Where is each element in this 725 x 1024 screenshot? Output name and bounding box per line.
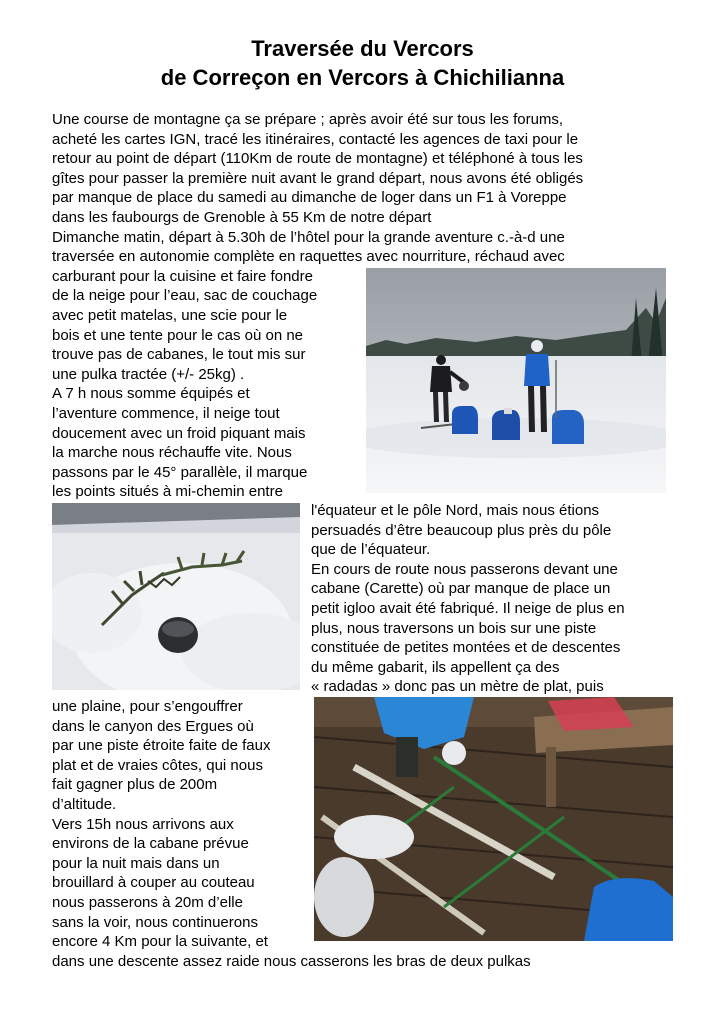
page-title <box>0 34 725 92</box>
text-line: l'équateur et le pôle Nord, mais nous étions <box>311 502 600 519</box>
text-line: carburant pour la cuisine et faire fondre <box>52 267 313 285</box>
text-line: acheté les cartes IGN, tracé les itinéraires, contacté les agences de taxi pour le <box>52 130 579 148</box>
text-line: retour au point de départ (110Km de route de montagne) et téléphoné à tous les <box>52 150 583 168</box>
text-line: constituée de petites montées et de descentes <box>311 639 621 657</box>
text-line: traversée en autonomie complète en raquettes avec nourriture, réchaud avec <box>52 248 565 266</box>
text-line: une pulka tractée (+/- 25kg) . <box>52 365 245 383</box>
text-line: persuadés d’être beaucoup plus près du pôle <box>311 521 612 539</box>
text-line: petit igloo avait été fabriqué. Il neige de plus en <box>311 600 625 617</box>
text-line: pour la nuit mais dans un <box>52 854 220 872</box>
text-line: dans les faubourgs de Grenoble à 55 Km de notre départ <box>52 209 432 226</box>
text-line: Vers 15h nous arrivons aux <box>52 815 234 833</box>
text-line: nous passerons à 20m d’elle <box>52 894 243 911</box>
text-line: doucement avec un froid piquant mais <box>52 424 306 442</box>
text-line: les points situés à mi-chemin entre <box>52 483 283 501</box>
text-line: bois et une tente pour le cas où on ne <box>52 326 304 344</box>
text-line: dans une descente assez raide nous casserons les bras de deux pulkas <box>52 952 531 970</box>
text-line: d’altitude. <box>52 796 117 813</box>
text-line: Dimanche matin, départ à 5.30h de l’hôtel pour la grande aventure c.-à-d une <box>52 228 565 246</box>
text-line: environs de la cabane prévue <box>52 835 249 853</box>
text-line: trouve pas de cabanes, le tout mis sur <box>52 346 306 364</box>
text-line: la marche nous réchauffe vite. Nous <box>52 444 292 462</box>
text-line: l’aventure commence, il neige tout <box>52 405 280 422</box>
text-line: gîtes pour passer la première nuit avant le grand départ, nous avons été obligés <box>52 169 584 187</box>
title-line-1: Traversée du Vercors <box>251 36 474 61</box>
text-line: Une course de montagne ça se prépare ; après avoir été sur tous les forums, <box>52 111 564 128</box>
photo-broken-pulka-arms <box>314 697 673 941</box>
text-line: dans le canyon des Ergues où <box>52 717 254 735</box>
text-line: avec petit matelas, une scie pour le <box>52 307 288 324</box>
text-line: passons par le 45° parallèle, il marque <box>52 463 308 481</box>
text-line: sans la voir, nous continuerons <box>52 913 258 931</box>
text-line: de la neige pour l’eau, sac de couchage <box>52 287 318 305</box>
text-line: du même gabarit, ils appellent ça des <box>311 658 560 676</box>
title-line-2: de Correçon en Vercors à Chichilianna <box>160 65 565 90</box>
text-line: En cours de route nous passerons devant une <box>311 560 618 578</box>
text-line: plat et de vraies côtes, qui nous <box>52 756 263 774</box>
text-line: par une piste étroite faite de faux <box>52 737 271 755</box>
text-line: brouillard à couper au couteau <box>52 874 255 892</box>
text-line: A 7 h nous somme équipés et <box>52 385 250 403</box>
photo-hikers-with-pulkas <box>366 268 666 493</box>
text-line: que de l’équateur. <box>311 541 431 559</box>
photo-small-igloo <box>52 503 300 690</box>
text-line: plus, nous traversons un bois sur une piste <box>311 619 597 637</box>
text-line: par manque de place du samedi au dimanche de loger dans un F1 à Voreppe <box>52 189 567 207</box>
text-line: cabane (Carette) où par manque de place un <box>311 580 611 598</box>
text-line: une plaine, pour s’engouffrer <box>52 698 243 715</box>
text-line: encore 4 Km pour la suivante, et <box>52 933 268 951</box>
text-line: fait gagner plus de 200m <box>52 776 218 794</box>
text-line: « radadas » donc pas un mètre de plat, puis <box>311 678 604 696</box>
